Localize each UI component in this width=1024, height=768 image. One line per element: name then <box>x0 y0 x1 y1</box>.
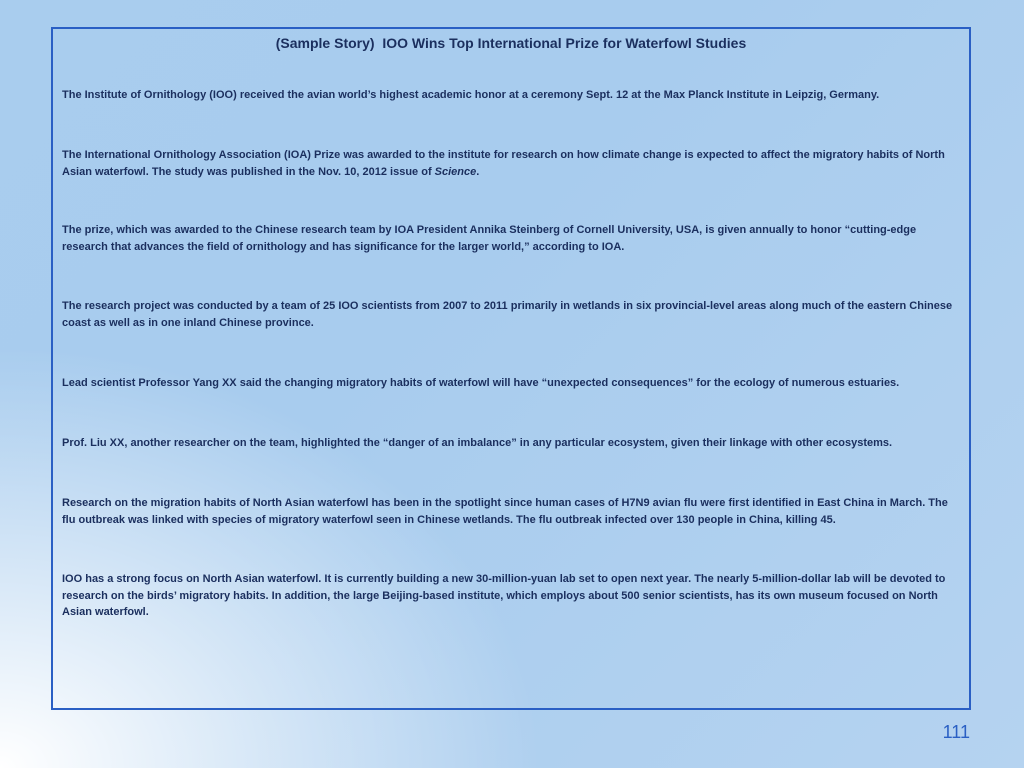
paragraph-2 <box>62 147 962 180</box>
paragraph-1: The Institute of Ornithology (IOO) received the avian world’s highest academic honor at a ceremony Sept. 12 at the Max Planck Institute in Leipzig, Germany. <box>62 89 880 101</box>
journal-name: Science <box>434 165 477 178</box>
paragraph-2-text: The International Ornithology Association (IOA) Prize was awarded to the institute for research on how climate change is expected to affect the migratory habits of North Asian waterfowl. The study was published in the Nov. 10, 2012 issue of <box>62 149 945 178</box>
slide-frame <box>51 27 971 710</box>
paragraph-4: The research project was conducted by a team of 25 IOO scientists from 2007 to 2011 primarily in wetlands in six provincial-level areas along much of the eastern Chinese coast as well as in one inland Chinese province. <box>62 300 953 329</box>
page-number: 111 <box>942 722 970 742</box>
paragraph-8: IOO has a strong focus on North Asian waterfowl. It is currently building a new 30-million-yuan lab set to open next year. The nearly 5-million-dollar lab will be devoted to research on the birds’ migratory habits. In addition, the large Beijing-based institute, which employs about 500 senior scientists, has its own museum focused on North Asian waterfowl. <box>62 573 946 618</box>
paragraph-5: Lead scientist Professor Yang XX said the changing migratory habits of waterfowl will have “unexpected consequences” for the ecology of numerous estuaries. <box>62 377 900 389</box>
paragraph-3: The prize, which was awarded to the Chinese research team by IOA President Annika Steinberg of Cornell University, USA, is given annually to honor “cutting-edge research that advances the field of ornithology and has significance for the larger world,” according to IOA. <box>62 224 917 253</box>
paragraph-2-suffix: . <box>476 165 480 178</box>
story-title: (Sample Story) IOO Wins Top International Prize for Waterfowl Studies <box>275 35 747 51</box>
paragraph-7: Research on the migration habits of North Asian waterfowl has been in the spotlight since human cases of H7N9 avian flu were first identified in East China in March. The flu outbreak was linked with species of migratory waterfowl seen in Chinese wetlands. The flu outbreak infected over 130 people in China, killing 45. <box>62 497 948 526</box>
paragraph-6: Prof. Liu XX, another researcher on the team, highlighted the “danger of an imbalance” in any particular ecosystem, given their linkage with other ecosystems. <box>62 437 893 449</box>
